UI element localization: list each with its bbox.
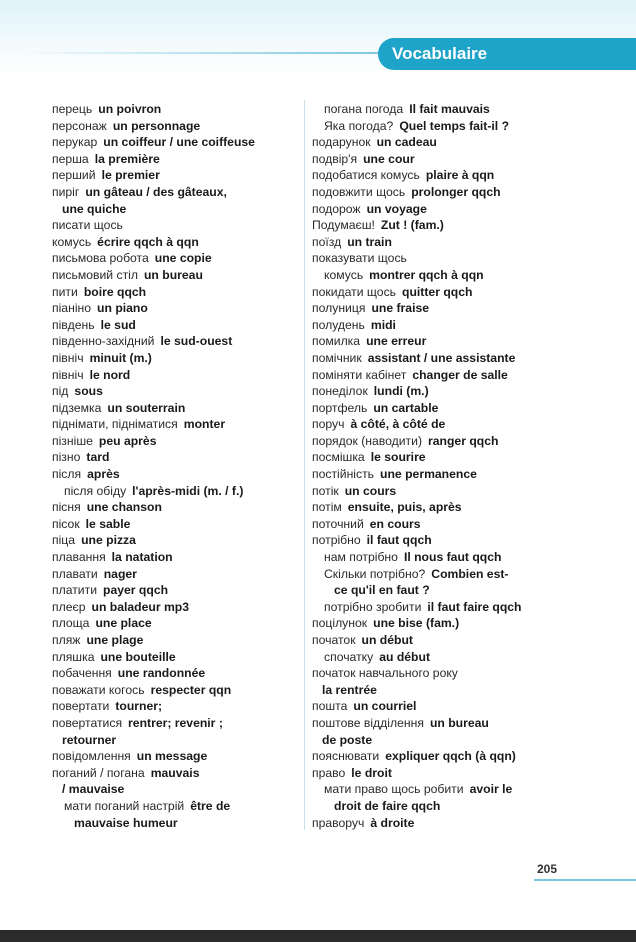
- section-title: Vocabulaire: [378, 38, 636, 70]
- vocab-entry: [312, 632, 612, 649]
- ukrainian-term: піаніно: [52, 301, 92, 316]
- french-translation: mauvais: [150, 765, 200, 780]
- ukrainian-term: піца: [52, 533, 76, 548]
- vocab-entry: [52, 217, 300, 234]
- ukrainian-term: поміняти кабінет: [312, 367, 407, 382]
- french-translation: monter: [183, 417, 226, 432]
- vocab-entry: [52, 151, 300, 168]
- ukrainian-term: перша: [52, 151, 89, 166]
- vocab-entry: [52, 367, 300, 384]
- vocab-entry: [52, 615, 300, 632]
- french-translation: lundi (m.): [373, 384, 429, 399]
- ukrainian-term: під: [52, 384, 69, 399]
- ukrainian-term: пізно: [52, 450, 81, 465]
- vocab-entry: [312, 599, 612, 616]
- french-translation: un coiffeur / une coiffeuse: [103, 135, 255, 150]
- ukrainian-term: полуниця: [312, 301, 366, 316]
- ukrainian-term: пісня: [52, 500, 81, 515]
- vocab-entry: [312, 217, 612, 234]
- ukrainian-term: пізніше: [52, 433, 93, 448]
- vocab-entry: [312, 665, 612, 682]
- vocab-entry: [312, 732, 612, 749]
- ukrainian-term: комусь: [324, 267, 364, 282]
- french-translation: Zut ! (fam.): [380, 218, 444, 233]
- ukrainian-term: початок навчального року: [312, 666, 458, 681]
- vocab-entry: [52, 433, 300, 450]
- vocab-entry: [52, 682, 300, 699]
- vocab-entry: [312, 134, 612, 151]
- french-translation: un début: [361, 633, 413, 647]
- vocab-entry: [312, 300, 612, 317]
- ukrainian-term: пошта: [312, 699, 348, 714]
- french-translation: un souterrain: [107, 400, 186, 415]
- ukrainian-term: пиріг: [52, 184, 80, 199]
- french-translation: un baladeur mp3: [91, 599, 190, 614]
- ukrainian-term: плеєр: [52, 599, 86, 614]
- vocab-entry: [52, 333, 300, 350]
- vocab-entry: [52, 781, 300, 798]
- vocab-entry: [52, 765, 300, 782]
- ukrainian-term: Скільки потрібно?: [324, 566, 426, 581]
- french-translation: le premier: [101, 168, 160, 183]
- ukrainian-term: подорож: [312, 201, 361, 216]
- ukrainian-term: пити: [52, 284, 78, 299]
- column-divider: [304, 100, 305, 830]
- vocab-entry: [312, 416, 612, 433]
- ukrainian-term: посмішка: [312, 450, 365, 465]
- ukrainian-term: південь: [52, 317, 95, 332]
- vocab-entry: [312, 781, 612, 798]
- vocab-entry: [52, 532, 300, 549]
- french-translation: un bureau: [143, 267, 203, 282]
- ukrainian-term: порядок (наводити): [312, 433, 423, 448]
- french-translation: Quel temps fait-il ?: [399, 118, 510, 133]
- french-translation: un courriel: [353, 699, 417, 714]
- french-translation: être de: [190, 798, 231, 813]
- vocab-entry: [52, 599, 300, 616]
- vocab-entry: [312, 765, 612, 782]
- vocab-entry: [312, 516, 612, 533]
- french-translation: rentrer; revenir ;: [128, 715, 223, 730]
- french-translation: une bise (fam.): [373, 616, 460, 631]
- french-translation: / mauvaise: [62, 782, 125, 797]
- vocab-entry: [52, 400, 300, 417]
- french-translation: écrire qqch à qqn: [97, 234, 199, 249]
- french-translation: une fraise: [371, 301, 430, 316]
- ukrainian-term: поцілунок: [312, 616, 368, 631]
- ukrainian-term: Яка погода?: [324, 118, 394, 133]
- vocab-entry: [312, 532, 612, 549]
- ukrainian-term: пляшка: [52, 649, 95, 664]
- french-translation: un message: [136, 749, 208, 764]
- french-translation: avoir le: [469, 782, 513, 797]
- french-translation: tourner;: [115, 699, 163, 714]
- french-translation: au début: [379, 649, 430, 664]
- french-translation: ensuite, puis, après: [347, 500, 462, 515]
- vocab-entry: [312, 284, 612, 301]
- vocab-entry: [312, 449, 612, 466]
- french-translation: une permanence: [380, 467, 477, 482]
- vocab-entry: [312, 682, 612, 699]
- vocab-entry: [312, 815, 612, 832]
- vocab-entry: [52, 649, 300, 666]
- ukrainian-term: понеділок: [312, 384, 368, 399]
- french-translation: Combien est-: [431, 566, 509, 581]
- french-translation: de poste: [322, 732, 373, 747]
- french-translation: un cadeau: [376, 135, 437, 150]
- vocab-entry: [312, 649, 612, 666]
- ukrainian-term: побачення: [52, 666, 112, 681]
- french-translation: le sud: [100, 317, 136, 332]
- ukrainian-term: комусь: [52, 234, 92, 249]
- ukrainian-term: подарунок: [312, 135, 371, 150]
- french-translation: peu après: [98, 433, 157, 448]
- french-translation: une erreur: [366, 334, 427, 349]
- vocabulary-column-left: [52, 101, 300, 831]
- ukrainian-term: полудень: [312, 317, 365, 332]
- french-translation: ranger qqch: [428, 433, 499, 448]
- ukrainian-term: поточний: [312, 516, 364, 531]
- ukrainian-term: потік: [312, 483, 339, 498]
- vocab-entry: [312, 483, 612, 500]
- ukrainian-term: потім: [312, 500, 342, 515]
- french-translation: un poivron: [98, 102, 162, 116]
- french-translation: un gâteau / des gâteaux,: [85, 184, 227, 199]
- french-translation: quitter qqch: [402, 284, 473, 299]
- ukrainian-term: плавання: [52, 550, 106, 565]
- vocab-entry: [52, 267, 300, 284]
- ukrainian-term: підземка: [52, 400, 102, 415]
- vocab-entry: [312, 201, 612, 218]
- vocab-entry: [52, 815, 300, 832]
- ukrainian-term: подобатися комусь: [312, 168, 420, 183]
- french-translation: un cours: [344, 483, 397, 498]
- ukrainian-term: перукар: [52, 135, 98, 150]
- vocab-entry: [52, 118, 300, 135]
- ukrainian-term: плавати: [52, 566, 98, 581]
- ukrainian-term: персонаж: [52, 118, 107, 133]
- french-translation: la première: [94, 151, 160, 166]
- french-translation: respecter qqn: [150, 682, 232, 697]
- ukrainian-term: повертати: [52, 699, 110, 714]
- vocab-entry: [52, 798, 300, 815]
- ukrainian-term: спочатку: [324, 649, 374, 664]
- vocab-entry: [312, 400, 612, 417]
- french-translation: nager: [103, 566, 137, 581]
- vocab-entry: [312, 499, 612, 516]
- french-translation: à côté, à côté de: [350, 417, 446, 432]
- page-header: [0, 0, 636, 74]
- vocab-entry: [312, 698, 612, 715]
- vocab-entry: [52, 250, 300, 267]
- vocab-entry: [52, 466, 300, 483]
- vocab-entry: [312, 184, 612, 201]
- french-translation: retourner: [62, 732, 117, 747]
- vocab-entry: [52, 732, 300, 749]
- french-translation: il faut qqch: [366, 533, 432, 548]
- french-translation: une quiche: [62, 201, 127, 216]
- vocab-entry: [52, 499, 300, 516]
- french-translation: une bouteille: [100, 649, 176, 664]
- french-translation: un personnage: [112, 118, 201, 133]
- french-translation: en cours: [369, 516, 421, 531]
- ukrainian-term: подовжити щось: [312, 184, 406, 199]
- french-translation: boire qqch: [83, 284, 147, 299]
- vocab-entry: [312, 582, 612, 599]
- footer-bar: [0, 930, 636, 942]
- vocab-entry: [312, 748, 612, 765]
- vocab-entry: [312, 466, 612, 483]
- french-translation: minuit (m.): [89, 350, 152, 365]
- vocab-entry: [312, 383, 612, 400]
- vocab-entry: [312, 433, 612, 450]
- french-translation: mauvaise humeur: [74, 815, 178, 830]
- vocab-entry: [52, 549, 300, 566]
- french-translation: le sable: [85, 516, 131, 531]
- ukrainian-term: південно-західний: [52, 334, 155, 349]
- vocab-entry: [52, 284, 300, 301]
- french-translation: une randonnée: [117, 666, 206, 681]
- french-translation: la rentrée: [322, 682, 377, 697]
- ukrainian-term: портфель: [312, 400, 368, 415]
- ukrainian-term: помилка: [312, 334, 361, 349]
- french-translation: le sourire: [370, 450, 426, 465]
- vocab-entry: [312, 615, 612, 632]
- vocab-entry: [52, 300, 300, 317]
- french-translation: un cartable: [373, 400, 439, 415]
- vocab-entry: [312, 167, 612, 184]
- ukrainian-term: північ: [52, 350, 84, 365]
- ukrainian-term: поштове відділення: [312, 715, 424, 730]
- ukrainian-term: потрібно зробити: [324, 599, 422, 614]
- french-translation: la natation: [111, 550, 173, 565]
- french-translation: une copie: [154, 251, 212, 266]
- ukrainian-term: поїзд: [312, 234, 342, 249]
- vocab-entry: [52, 101, 300, 118]
- vocab-entry: [52, 201, 300, 218]
- french-translation: il faut faire qqch: [427, 599, 522, 614]
- vocab-entry: [312, 118, 612, 135]
- ukrainian-term: право: [312, 765, 346, 780]
- ukrainian-term: писати щось: [52, 218, 123, 233]
- french-translation: après: [87, 467, 120, 482]
- french-translation: un piano: [97, 301, 148, 316]
- header-rule: [20, 52, 380, 54]
- vocab-entry: [312, 151, 612, 168]
- vocab-entry: [52, 350, 300, 367]
- vocab-entry: [52, 167, 300, 184]
- vocab-entry: [52, 632, 300, 649]
- vocab-entry: [52, 234, 300, 251]
- french-translation: l'après-midi (m. / f.): [132, 483, 244, 498]
- vocab-entry: [312, 715, 612, 732]
- ukrainian-term: пляж: [52, 633, 81, 647]
- ukrainian-term: Подумаєш!: [312, 218, 375, 233]
- ukrainian-term: нам потрібно: [324, 550, 398, 565]
- ukrainian-term: після: [52, 467, 82, 482]
- vocab-entry: [52, 516, 300, 533]
- ukrainian-term: письмовий стіл: [52, 267, 138, 282]
- french-translation: prolonger qqch: [411, 184, 501, 199]
- french-translation: une pizza: [81, 533, 136, 548]
- page-number-rule: [534, 879, 636, 881]
- french-translation: le droit: [351, 765, 392, 780]
- vocab-entry: [52, 416, 300, 433]
- ukrainian-term: постійність: [312, 467, 375, 482]
- vocab-entry: [52, 483, 300, 500]
- vocab-entry: [52, 566, 300, 583]
- vocab-entry: [312, 566, 612, 583]
- ukrainian-term: покидати щось: [312, 284, 397, 299]
- vocab-entry: [312, 267, 612, 284]
- vocab-entry: [312, 317, 612, 334]
- ukrainian-term: погана погода: [324, 102, 404, 116]
- ukrainian-term: показувати щось: [312, 251, 407, 266]
- ukrainian-term: мати поганий настрій: [64, 798, 185, 813]
- french-translation: le nord: [89, 367, 131, 382]
- french-translation: tard: [86, 450, 110, 465]
- vocab-entry: [52, 665, 300, 682]
- french-translation: assistant / une assistante: [367, 350, 516, 365]
- french-translation: droit de faire qqch: [334, 798, 441, 813]
- ukrainian-term: подвір'я: [312, 151, 358, 166]
- ukrainian-term: пісок: [52, 516, 80, 531]
- french-translation: une place: [95, 616, 152, 631]
- ukrainian-term: повертатися: [52, 715, 123, 730]
- ukrainian-term: піднімати, підніматися: [52, 417, 178, 432]
- ukrainian-term: після обіду: [64, 483, 127, 498]
- ukrainian-term: повідомлення: [52, 749, 131, 764]
- french-translation: une chanson: [86, 500, 162, 515]
- vocab-entry: [52, 449, 300, 466]
- vocab-entry: [312, 798, 612, 815]
- vocabulary-column-right: [312, 101, 612, 831]
- french-translation: Il nous faut qqch: [403, 550, 502, 565]
- vocab-entry: [52, 715, 300, 732]
- ukrainian-term: площа: [52, 616, 90, 631]
- ukrainian-term: північ: [52, 367, 84, 382]
- vocab-entry: [312, 350, 612, 367]
- ukrainian-term: мати право щось робити: [324, 782, 464, 797]
- ukrainian-term: письмова робота: [52, 251, 149, 266]
- french-translation: un bureau: [429, 715, 489, 730]
- french-translation: sous: [74, 384, 103, 399]
- ukrainian-term: помічник: [312, 350, 362, 365]
- french-translation: montrer qqch à qqn: [369, 267, 484, 282]
- vocab-entry: [312, 367, 612, 384]
- vocab-entry: [312, 333, 612, 350]
- vocab-entry: [52, 582, 300, 599]
- french-translation: un voyage: [366, 201, 427, 216]
- vocab-entry: [52, 134, 300, 151]
- french-translation: un train: [347, 234, 392, 249]
- ukrainian-term: потрібно: [312, 533, 361, 548]
- vocab-entry: [52, 383, 300, 400]
- vocab-entry: [52, 184, 300, 201]
- french-translation: ce qu'il en faut ?: [334, 583, 430, 598]
- french-translation: le sud-ouest: [160, 334, 233, 349]
- ukrainian-term: платити: [52, 583, 98, 598]
- french-translation: midi: [370, 317, 396, 332]
- vocab-entry: [312, 234, 612, 251]
- vocab-entry: [312, 101, 612, 118]
- ukrainian-term: перець: [52, 102, 93, 116]
- vocab-entry: [312, 549, 612, 566]
- french-translation: payer qqch: [103, 583, 169, 598]
- french-translation: changer de salle: [412, 367, 508, 382]
- vocab-entry: [52, 317, 300, 334]
- ukrainian-term: поважати когось: [52, 682, 145, 697]
- vocab-entry: [52, 748, 300, 765]
- french-translation: à droite: [370, 815, 415, 830]
- vocab-entry: [312, 250, 612, 267]
- french-translation: Il fait mauvais: [409, 102, 490, 116]
- ukrainian-term: перший: [52, 168, 96, 183]
- ukrainian-term: пояснювати: [312, 749, 380, 764]
- ukrainian-term: праворуч: [312, 815, 365, 830]
- ukrainian-term: початок: [312, 633, 356, 647]
- french-translation: une plage: [86, 633, 144, 647]
- french-translation: une cour: [363, 151, 415, 166]
- page-number: 205: [537, 862, 558, 876]
- ukrainian-term: поганий / погана: [52, 765, 145, 780]
- french-translation: plaire à qqn: [425, 168, 495, 183]
- french-translation: expliquer qqch (à qqn): [385, 749, 516, 764]
- ukrainian-term: поруч: [312, 417, 345, 432]
- vocab-entry: [52, 698, 300, 715]
